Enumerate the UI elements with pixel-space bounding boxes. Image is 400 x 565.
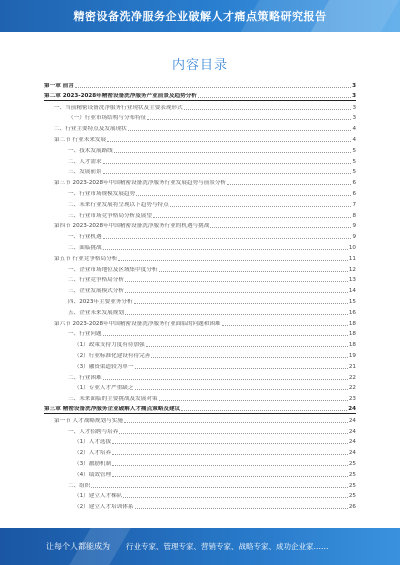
toc-entry-page: 8	[352, 212, 356, 219]
toc-entry-page: 24	[348, 417, 356, 424]
toc-entry-page: 24	[348, 406, 356, 412]
toc-leader-dots	[134, 303, 348, 304]
toc-leader-dots	[103, 379, 348, 380]
toc-entry[interactable]	[44, 404, 356, 414]
toc-entry-label: （1）政策支持力度有待加强	[74, 342, 145, 349]
toc-entry[interactable]	[44, 112, 356, 122]
toc-leader-dots	[136, 195, 351, 196]
toc-entry-label: 三、行业市场竞争格局分析及展望	[68, 212, 152, 219]
toc-leader-dots	[112, 476, 348, 477]
toc-entry-label: （2）人才培养	[74, 450, 112, 457]
toc-entry-label: 第二节 行业未来发展	[54, 137, 107, 143]
toc-entry-page: 4	[352, 137, 356, 143]
toc-entry[interactable]	[44, 426, 356, 436]
toc-entry-label: （3）激励机制	[74, 461, 112, 467]
toc-leader-dots	[128, 130, 352, 131]
toc-leader-dots	[159, 400, 348, 401]
toc-entry-label: 一、行业机遇	[68, 234, 102, 241]
toc-entry-label: 一、当前精密设备洗净服务行业现状及主要表现形式	[54, 104, 183, 111]
toc-leader-dots	[114, 152, 352, 153]
toc-entry-label: 第三章 精密设备洗净服务企业破解人才痛点策略及建议	[44, 406, 181, 412]
toc-entry-label: 二、行业困难	[68, 374, 102, 381]
toc-entry-label: 二、未来行业发展将呈现以下趋势与特点	[68, 201, 169, 208]
toc-entry[interactable]	[44, 328, 356, 338]
toc-leader-dots	[103, 173, 352, 174]
bottom-banner	[0, 528, 400, 565]
toc-entry[interactable]	[44, 80, 356, 90]
toc-entry[interactable]	[44, 145, 356, 155]
toc-entry-label: 第四节 2023-2028年中国精密设备洗净服务行业的机遇与挑战	[54, 223, 210, 230]
toc-leader-dots	[103, 335, 348, 336]
toc-leader-dots	[125, 281, 348, 282]
toc-entry-page: 22	[348, 374, 356, 381]
toc-heading: 内容目录	[171, 58, 228, 73]
toc-entry[interactable]	[44, 501, 356, 511]
toc-entry[interactable]	[44, 285, 356, 295]
toc-leader-dots	[107, 141, 351, 142]
toc-entry[interactable]	[44, 372, 356, 382]
toc-entry[interactable]	[44, 361, 356, 371]
toc-entry-page: 5	[352, 169, 356, 176]
toc-entry-label: 二、面临挑战	[68, 245, 102, 251]
toc-entry-label: （1）人才选拔	[74, 439, 112, 446]
toc-entry[interactable]	[44, 274, 356, 284]
toc-leader-dots	[119, 433, 348, 434]
toc-entry[interactable]	[44, 296, 356, 306]
toc-entry-label: 一、企业市场地位及区域集中度分析	[68, 266, 158, 273]
toc-leader-dots	[91, 487, 347, 488]
toc-entry-label: 第二章 2023-2028年精密设备洗净服务产业前景及趋势分析	[44, 92, 197, 99]
toc-entry-label: 四、2023年主要业务分析	[68, 299, 133, 305]
toc-leader-dots	[135, 368, 348, 369]
toc-leader-dots	[159, 271, 348, 272]
toc-leader-dots	[112, 454, 348, 455]
toc-entry[interactable]	[44, 166, 356, 176]
toc-entry[interactable]	[44, 199, 356, 209]
toc-entry-page: 9	[352, 234, 356, 241]
toc-leader-dots	[125, 292, 348, 293]
toc-entry-page: 15	[348, 299, 356, 305]
toc-leader-dots	[184, 109, 352, 110]
table-of-contents	[44, 80, 356, 512]
footer-slogan-right: 行业专家、管理专家、营销专家、战略专家、成功企业家……	[126, 542, 329, 551]
toc-entry-label: 五、企业未来发展规划	[68, 309, 124, 316]
toc-entry-page: 3	[352, 104, 356, 111]
toc-entry-page: 13	[348, 277, 356, 284]
toc-entry-page: 3	[352, 92, 356, 99]
toc-leader-dots	[124, 422, 348, 423]
toc-entry[interactable]	[44, 318, 356, 328]
toc-entry-label: 三、发展前景	[68, 169, 102, 176]
toc-entry-label: 第五节 行业竞争格局分析	[54, 255, 118, 262]
toc-entry[interactable]	[44, 469, 356, 479]
toc-entry[interactable]	[44, 220, 356, 230]
toc-entry-page: 5	[352, 158, 356, 165]
toc-entry-label: 三、企业发展模式分析	[68, 288, 124, 295]
toc-entry-label: 第六节 2023-2028年中国精密设备洗净服务行业面临的问题和困难	[54, 320, 221, 327]
toc-entry-label: （4）绩效管理	[74, 471, 112, 478]
toc-entry-label: 二、组织	[68, 482, 91, 489]
toc-leader-dots	[147, 119, 351, 120]
toc-entry-label: （1）建立人才梯队	[74, 493, 123, 500]
toc-entry-page: 9	[352, 223, 356, 230]
toc-entry-page: 25	[348, 471, 356, 478]
toc-entry-label: （2）行业标准化建设有待完善	[74, 353, 151, 359]
toc-leader-dots	[103, 238, 352, 239]
toc-leader-dots	[135, 389, 348, 390]
toc-entry-label: （一）行业市场结构与分布特征	[68, 115, 147, 122]
toc-entry-label: 一、行业问题	[68, 331, 102, 338]
toc-leader-dots	[181, 410, 347, 411]
toc-entry[interactable]	[44, 382, 356, 392]
toc-entry[interactable]	[44, 447, 356, 457]
toc-entry-label: （3）融资渠道较为单一	[74, 363, 134, 370]
toc-entry-page: 18	[348, 342, 356, 349]
toc-entry[interactable]	[44, 480, 356, 490]
toc-entry-page: 22	[348, 385, 356, 392]
toc-entry-label: 二、行业竞争格局分析	[68, 277, 124, 284]
toc-entry-page: 3	[352, 83, 356, 89]
toc-entry-page: 4	[352, 126, 356, 133]
toc-entry[interactable]	[44, 177, 356, 187]
toc-entry[interactable]	[44, 458, 356, 468]
toc-leader-dots	[227, 184, 351, 185]
toc-entry-page: 25	[348, 493, 356, 500]
toc-entry-page: 18	[348, 320, 356, 327]
toc-entry-page: 24	[348, 428, 356, 435]
toc-entry-label: 第一节 人才战略规划与实施	[54, 417, 123, 424]
toc-leader-dots	[112, 465, 348, 466]
toc-entry-label: （2）建立人才培训体系	[74, 504, 134, 511]
toc-leader-dots	[146, 346, 348, 347]
toc-entry-page: 25	[348, 461, 356, 467]
toc-entry-page: 23	[348, 396, 356, 403]
toc-entry-page: 26	[348, 504, 356, 511]
toc-entry-page: 19	[348, 353, 356, 359]
toc-entry[interactable]	[44, 242, 356, 252]
toc-entry-page: 7	[352, 201, 356, 208]
toc-leader-dots	[103, 249, 348, 250]
toc-entry-page: 10	[348, 245, 356, 251]
toc-entry[interactable]	[44, 210, 356, 220]
toc-entry[interactable]	[44, 134, 356, 144]
toc-entry[interactable]	[44, 339, 356, 349]
toc-entry[interactable]	[44, 253, 356, 263]
toc-entry-label: （1）专业人才严重缺乏	[74, 385, 134, 392]
toc-leader-dots	[222, 325, 348, 326]
toc-entry[interactable]	[44, 415, 356, 425]
toc-leader-dots	[198, 97, 351, 98]
toc-entry-page: 12	[348, 266, 356, 273]
toc-entry-label: 一、技术发展路线	[68, 147, 113, 154]
toc-entry-page: 21	[348, 363, 356, 370]
toc-entry[interactable]	[44, 123, 356, 133]
toc-leader-dots	[103, 163, 352, 164]
report-title: 精密设备洗净服务企业破解人才痛点策略研究报告	[73, 10, 327, 23]
toc-entry[interactable]	[44, 264, 356, 274]
footer-slogan-left: 让每个人都能成为	[46, 542, 110, 551]
toc-entry-label: 二、行业主要特点及发展现状	[54, 126, 127, 133]
toc-leader-dots	[112, 443, 348, 444]
toc-leader-dots	[125, 314, 348, 315]
toc-entry[interactable]	[44, 307, 356, 317]
toc-leader-dots	[135, 508, 348, 509]
toc-entry-page: 3	[352, 115, 356, 122]
toc-entry-page: 24	[348, 439, 356, 446]
toc-entry-page: 11	[348, 255, 356, 262]
toc-entry[interactable]	[44, 102, 356, 112]
toc-entry-page: 5	[352, 147, 356, 154]
toc-leader-dots	[123, 497, 348, 498]
top-banner	[0, 0, 400, 32]
toc-entry[interactable]	[44, 393, 356, 403]
toc-entry-page: 18	[348, 331, 356, 338]
toc-entry-page: 6	[352, 191, 356, 197]
toc-entry-label: 三、未来面临的主要挑战及发展对策	[68, 396, 158, 403]
toc-entry[interactable]	[44, 156, 356, 166]
toc-leader-dots	[75, 87, 351, 88]
toc-entry[interactable]	[44, 490, 356, 500]
toc-entry-label: 一、人才招聘与培养	[68, 428, 119, 435]
toc-entry[interactable]	[44, 91, 356, 101]
toc-leader-dots	[170, 206, 352, 207]
toc-entry-page: 14	[348, 288, 356, 295]
toc-entry-label: 第一章 前言	[44, 83, 74, 89]
toc-entry-label: 第三节 2023-2028年中国精密设备洗净服务行业发展趋势与前景分析	[54, 180, 227, 187]
toc-entry-page: 16	[348, 309, 356, 316]
toc-entry-page: 25	[348, 482, 356, 489]
toc-entry-page: 24	[348, 450, 356, 457]
toc-entry-page: 6	[352, 180, 356, 187]
toc-entry[interactable]	[44, 350, 356, 360]
toc-entry[interactable]	[44, 188, 356, 198]
toc-leader-dots	[151, 357, 348, 358]
toc-entry-label: 一、行业市场规模发展趋势	[68, 191, 136, 197]
toc-entry[interactable]	[44, 231, 356, 241]
toc-entry-label: 二、人才需求	[68, 158, 102, 165]
toc-entry[interactable]	[44, 436, 356, 446]
toc-leader-dots	[118, 260, 348, 261]
toc-leader-dots	[210, 227, 351, 228]
toc-leader-dots	[153, 217, 352, 218]
